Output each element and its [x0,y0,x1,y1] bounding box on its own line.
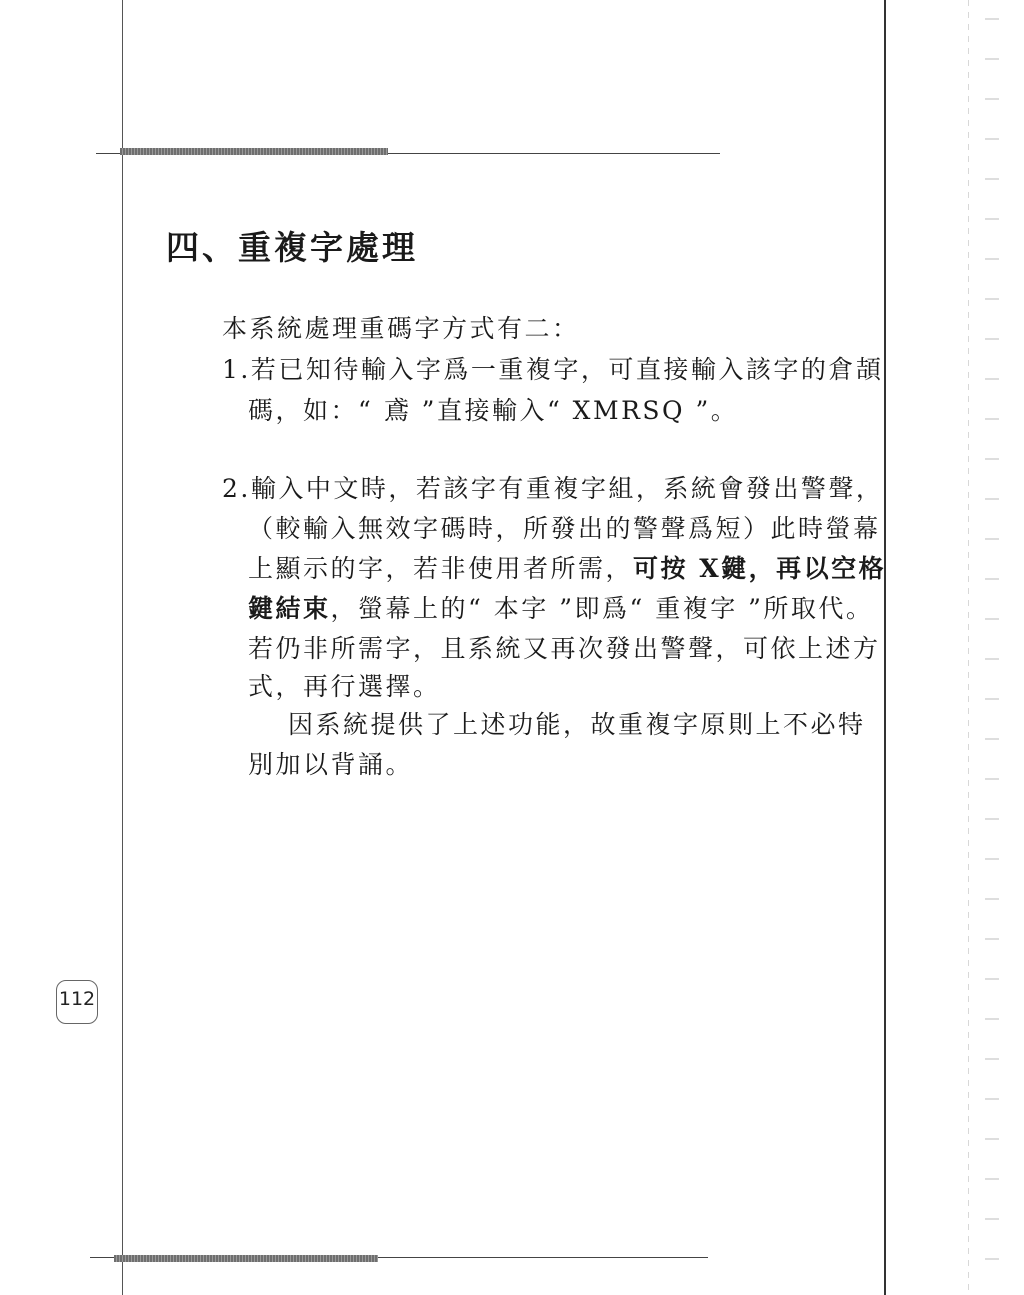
closing-line2: 別加以背誦。 [248,750,414,779]
item2-line4-bold: 鍵結束 [248,594,331,623]
right-margin-rule [884,0,886,1295]
item2-line6: 式，再行選擇。 [248,672,441,701]
item2-line3 [248,556,886,581]
section-heading: 四、重複字處理 [166,228,418,267]
item2-line4 [248,596,873,621]
item2-line5: 若仍非所需字，且系統又再次發出警聲，可依上述方 [248,634,881,663]
page-number: 112 [56,980,98,1024]
item2-line2: （較輸入無效字碼時，所發出的警聲爲短）此時螢幕 [248,514,881,543]
item1-line1: 1.若已知待輸入字爲一重複字，可直接輸入該字的倉頡 [222,355,884,384]
item2-line3-bold: 可按 X鍵，再以空格 [633,554,887,583]
item2-line1: 2.輸入中文時，若該字有重複字組，系統會發出警聲， [222,474,884,503]
item2-line3-normal: 上顯示的字，若非使用者所需， [248,554,634,583]
bottom-footer-bar [114,1255,378,1262]
closing-line1: 因系統提供了上述功能，故重複字原則上不必特 [288,710,866,739]
scan-edge-dots [985,0,999,1295]
scan-edge-line [968,0,969,1295]
item2-line4-normal: ，螢幕上的“ 本字 ”即爲“ 重複字 ”所取代。 [330,594,874,623]
intro-text: 本系統處理重碼字方式有二： [222,314,580,343]
left-margin-rule [122,0,123,1295]
top-header-bar [120,148,388,155]
item1-line2: 碼，如：“ 鳶 ”直接輸入“ XMRSQ ”。 [248,396,739,425]
